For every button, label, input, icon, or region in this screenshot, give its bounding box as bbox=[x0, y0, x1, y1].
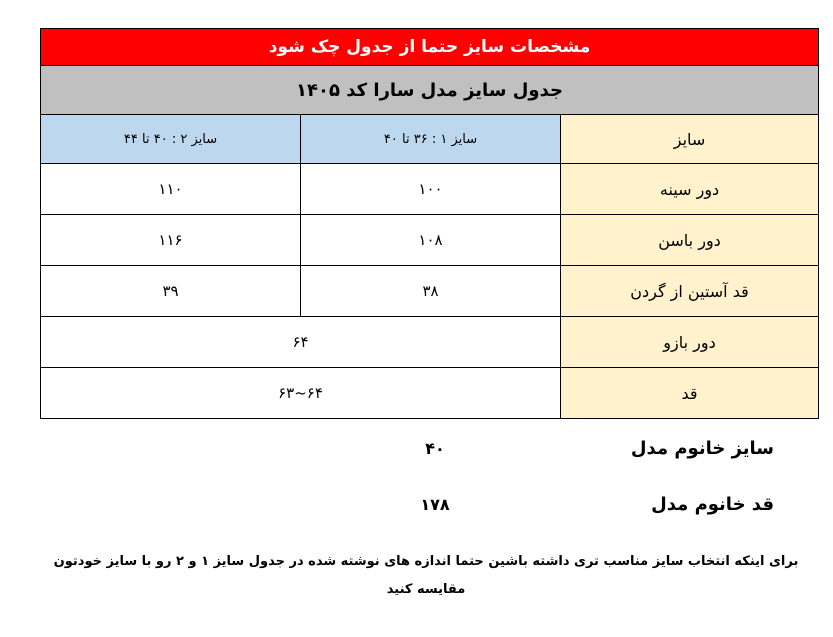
model-height-row bbox=[40, 476, 818, 532]
table-row bbox=[41, 215, 819, 266]
table-row bbox=[41, 317, 819, 368]
hip-size-1: ۱۰۸ bbox=[301, 215, 561, 266]
size-note: برای اینکه انتخاب سایز مناسب تری داشته باشین حتما اندازه های نوشته شده در جدول سایز ۱ و ۲ رو با سایز خودتون مقایسه کنید bbox=[53, 554, 799, 597]
model-info bbox=[40, 420, 818, 532]
header-size-label: سایز bbox=[561, 115, 819, 164]
model-height-value: ۱۷۸ bbox=[420, 494, 450, 514]
header-size-2: سایز ۲ : ۴۰ تا ۴۴ bbox=[41, 115, 301, 164]
table-subtitle-row bbox=[41, 66, 819, 115]
row-label-hip: دور باسن bbox=[561, 215, 819, 266]
table-title-row bbox=[41, 29, 819, 66]
table-row bbox=[41, 266, 819, 317]
sleeve-size-2: ۳۹ bbox=[41, 266, 301, 317]
table-header-row bbox=[41, 115, 819, 164]
chest-size-1: ۱۰۰ bbox=[301, 164, 561, 215]
header-size-1: سایز ۱ : ۳۶ تا ۴۰ bbox=[301, 115, 561, 164]
model-height-label: قد خانوم مدل bbox=[651, 493, 774, 515]
table-title: مشخصات سایز حتما از جدول چک شود bbox=[41, 29, 819, 66]
hip-size-2: ۱۱۶ bbox=[41, 215, 301, 266]
table-row bbox=[41, 368, 819, 419]
model-size-value: ۴۰ bbox=[425, 438, 445, 458]
row-label-arm: دور بازو bbox=[561, 317, 819, 368]
table-subtitle: جدول سایز مدل سارا کد ۱۴۰۵ bbox=[41, 66, 819, 115]
table-row bbox=[41, 164, 819, 215]
model-size-label: سایز خانوم مدل bbox=[630, 437, 774, 459]
length-value: ۶۴~۶۳ bbox=[41, 368, 561, 419]
chest-size-2: ۱۱۰ bbox=[41, 164, 301, 215]
row-label-length: قد bbox=[561, 368, 819, 419]
row-label-sleeve: قد آستین از گردن bbox=[561, 266, 819, 317]
model-size-row bbox=[40, 420, 818, 476]
size-table bbox=[40, 28, 819, 419]
sleeve-size-1: ۳۸ bbox=[301, 266, 561, 317]
arm-value: ۶۴ bbox=[41, 317, 561, 368]
row-label-chest: دور سینه bbox=[561, 164, 819, 215]
